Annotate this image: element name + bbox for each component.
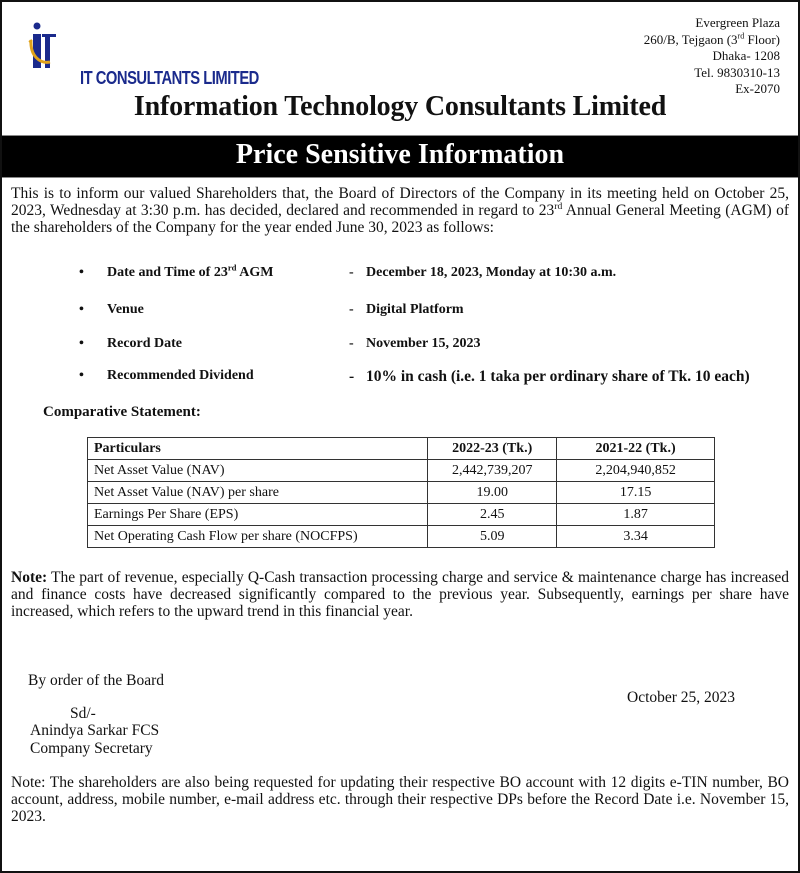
superscript: rd — [554, 200, 563, 212]
list-item — [75, 262, 795, 285]
address-line: Tel. 9830310-13 — [694, 64, 780, 80]
list-item — [75, 368, 795, 388]
logo-text: IT CONSULTANTS LIMITED — [80, 68, 259, 88]
superscript: rd — [737, 31, 745, 41]
column-header: 2021-22 (Tk.) — [557, 438, 715, 460]
comparative-table — [87, 437, 715, 548]
item-dash: - — [349, 302, 354, 317]
item-label — [107, 262, 274, 281]
superscript: rd — [227, 262, 237, 273]
item-label: Venue — [107, 302, 144, 317]
table-row — [88, 526, 715, 548]
signature-date: October 25, 2023 — [627, 689, 736, 706]
table-row — [88, 482, 715, 504]
address-line: Evergreen Plaza — [695, 15, 780, 30]
bullet-icon: • — [79, 368, 84, 383]
item-label: Record Date — [107, 336, 183, 351]
company-logo — [28, 20, 259, 88]
signatory-title: Company Secretary — [30, 740, 153, 757]
table-header-row — [88, 438, 715, 460]
note-paragraph — [11, 569, 789, 620]
logo-mark-icon — [28, 20, 88, 80]
bullet-icon: • — [79, 336, 84, 351]
bullet-icon: • — [79, 302, 84, 317]
label-text: AGM — [236, 265, 274, 280]
list-item — [75, 336, 795, 356]
item-label: Recommended Dividend — [107, 368, 254, 383]
intro-text: Annual General Meeting (AGM) of the shareholders of the Company for the year ended June 30, 2023 as follows: — [11, 202, 789, 236]
table-cell: 19.00 — [428, 482, 557, 504]
bullet-icon: • — [79, 265, 84, 280]
item-value: November 15, 2023 — [366, 336, 481, 351]
note-text: The part of revenue, especially Q-Cash transaction processing charge and service & maintenance charge has increased and finance costs have decreased significantly compared to the previous year. Subsequently, earnings per share have increased, which refers to the upward trend in this financial year. — [11, 569, 789, 620]
table-cell: Net Asset Value (NAV) — [88, 460, 428, 482]
list-item — [75, 302, 795, 322]
table-cell: 2,204,940,852 — [557, 460, 715, 482]
address-line: Ex-2070 — [735, 81, 780, 96]
title-banner — [2, 135, 798, 178]
item-value: Digital Platform — [366, 302, 464, 317]
by-order-text: By order of the Board — [28, 672, 165, 689]
signature-mark: Sd/- — [70, 705, 96, 722]
table-cell: Net Operating Cash Flow per share (NOCFPS) — [88, 526, 428, 548]
company-title: Information Technology Consultants Limited — [133, 91, 667, 122]
item-dash: - — [349, 265, 354, 280]
note-label: Note: — [11, 569, 48, 586]
intro-text: This is to inform our valued Shareholders that, the Board of Directors of the Company in its meeting held on October 25, 2023, Wednesday at 3:30 p.m. has decided, declared and recommended in regard to 23 — [11, 185, 789, 219]
item-value: 10% in cash (i.e. 1 taka per ordinary share of Tk. 10 each) — [366, 368, 750, 385]
address-line — [644, 32, 780, 49]
table-cell: Earnings Per Share (EPS) — [88, 504, 428, 526]
comparative-heading: Comparative Statement: — [43, 404, 201, 420]
table-row — [88, 504, 715, 526]
table-row — [88, 460, 715, 482]
company-address — [644, 15, 780, 98]
intro-paragraph — [11, 185, 789, 236]
address-text: 260/B, Tejgaon (3 — [643, 31, 738, 47]
shareholder-note: Note: The shareholders are also being requested for updating their respective BO account with 12 digits e-TIN number, BO account, address, mobile number, e-mail address etc. through their respective DPs before the Record Date i.e. November 15, 2023. — [11, 774, 789, 825]
table-cell: 5.09 — [428, 526, 557, 548]
address-text: Floor) — [744, 31, 780, 47]
address-line: Dhaka- 1208 — [712, 48, 780, 63]
column-header: Particulars — [88, 438, 428, 460]
column-header: 2022-23 (Tk.) — [428, 438, 557, 460]
table-cell: 2,442,739,207 — [428, 460, 557, 482]
item-value: December 18, 2023, Monday at 10:30 a.m. — [366, 265, 617, 280]
signatory-name: Anindya Sarkar FCS — [30, 722, 160, 739]
table-cell: 17.15 — [557, 482, 715, 504]
label-text: Date and Time of 23 — [107, 265, 228, 280]
table-cell: 1.87 — [557, 504, 715, 526]
banner-title: Price Sensitive Information — [235, 139, 565, 170]
table-cell: 2.45 — [428, 504, 557, 526]
item-dash: - — [349, 368, 355, 385]
table-cell: Net Asset Value (NAV) per share — [88, 482, 428, 504]
table-cell: 3.34 — [557, 526, 715, 548]
item-dash: - — [349, 336, 354, 351]
